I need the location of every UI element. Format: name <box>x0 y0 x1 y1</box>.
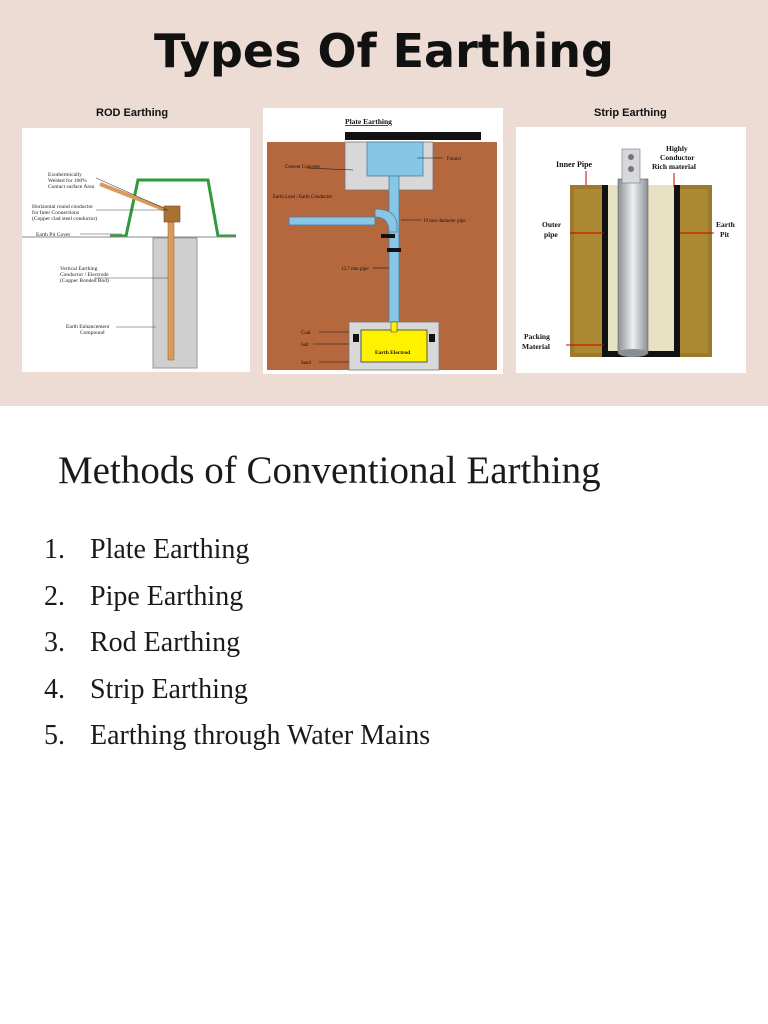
svg-text:Conductor: Conductor <box>660 153 695 162</box>
top-cover-plate <box>345 132 481 140</box>
list-item: 4. Strip Earthing <box>44 673 248 705</box>
exothermic-weld <box>164 206 180 222</box>
label-earth-electrode: Earth Electrod <box>375 350 411 356</box>
earth-enhancement-pit <box>153 238 197 368</box>
svg-text:(Copper Bonded Rod): (Copper Bonded Rod) <box>60 278 109 284</box>
inner-pipe <box>618 179 648 353</box>
list-item: 2. Pipe Earthing <box>44 580 244 612</box>
label-sand: Sand <box>301 361 311 366</box>
label-earth-pit-cover: Earth Pit Cover <box>36 232 71 238</box>
earth-electrode-plate <box>361 330 427 362</box>
label-earth-pit: Earth <box>716 220 735 229</box>
svg-text:for Inter Connections: for Inter Connections <box>32 210 80 216</box>
strip-earthing-svg <box>516 127 746 373</box>
label-outer-pipe: Outer <box>542 220 562 229</box>
label-highly-conductor: Highly <box>666 144 688 153</box>
svg-text:Compound: Compound <box>80 330 105 336</box>
svg-text:Welded for 100%: Welded for 100% <box>48 178 87 184</box>
rod-earthing-diagram <box>22 128 250 372</box>
svg-text:(Copper clad steel conductor): (Copper clad steel conductor) <box>32 216 98 222</box>
label-earth-lead: Earth Lead / Earth Conductor <box>273 195 333 200</box>
label-inner-pipe: Inner Pipe <box>556 160 593 169</box>
svg-text:Contact surface Area: Contact surface Area <box>48 184 95 190</box>
svg-text:Material: Material <box>522 342 550 351</box>
label-coal: Coal <box>301 331 311 336</box>
methods-heading: Methods of Conventional Earthing <box>58 449 601 492</box>
label-exothermic: Exothermically <box>48 172 82 178</box>
label-vertical-electrode: Vertical Earthing <box>60 266 98 272</box>
funnel <box>367 142 423 176</box>
label-funnel: Funnel <box>447 157 461 162</box>
list-item: 5. Earthing through Water Mains <box>44 720 431 751</box>
list-item: 3. Rod Earthing <box>44 627 241 658</box>
label-salt: Salt <box>301 343 309 348</box>
label-enhancement-compound: Earth Enhancement <box>66 324 110 330</box>
rod-earthing-svg <box>22 128 250 372</box>
list-item: 1. Plate Earthing <box>44 534 250 565</box>
strip-earthing-caption: Strip Earthing <box>594 107 667 119</box>
plate-earthing-diagram <box>263 108 503 374</box>
svg-text:Conductor / Electrode: Conductor / Electrode <box>60 272 109 278</box>
strip-earthing-diagram <box>516 127 746 373</box>
methods-list <box>44 534 430 767</box>
label-cement-concrete: Cement Concrete <box>285 165 320 170</box>
plate-earthing-svg <box>263 108 503 374</box>
svg-text:Pit: Pit <box>720 230 730 239</box>
label-19mm-pipe: 19 mm diameter pipe <box>423 219 466 224</box>
copper-bonded-rod <box>168 208 174 360</box>
plate-earthing-caption: Plate Earthing <box>345 117 392 126</box>
label-12mm-pipe: 12.7 mm pipe <box>341 267 369 272</box>
svg-text:Rich material: Rich material <box>652 162 696 171</box>
svg-text:pipe: pipe <box>544 230 558 239</box>
label-packing-material: Packing <box>524 332 550 341</box>
earth-lead-pipe <box>289 217 375 225</box>
label-horizontal-conductor: Horizontal round conductor <box>32 204 94 210</box>
page-title: Types Of Earthing <box>154 24 614 78</box>
rod-earthing-caption: ROD Earthing <box>96 107 169 119</box>
